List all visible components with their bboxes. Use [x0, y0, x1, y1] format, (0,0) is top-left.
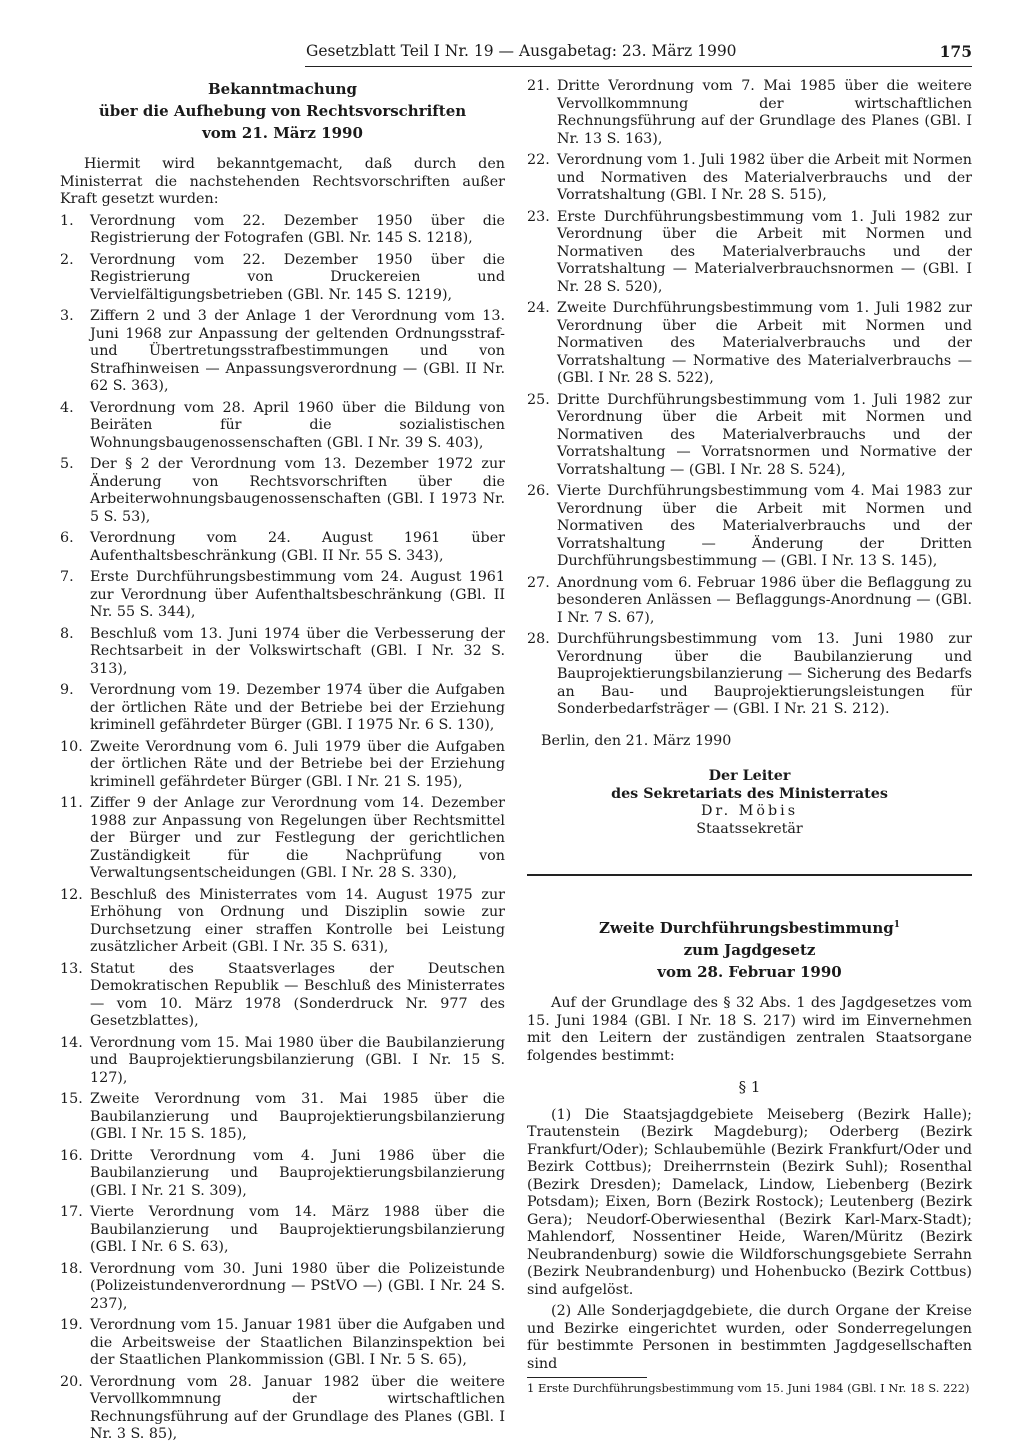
list-item-number: 5.: [60, 456, 74, 472]
list-item-text: Beschluß vom 13. Juni 1974 über die Verbesserung der Rechtsarbeit in der Volkswirtschaft (GBl. I Nr. 32 S. 313),: [90, 625, 505, 677]
signatory-name: Dr. Möbis: [700, 803, 799, 819]
list-item: [527, 209, 972, 297]
notice-heading-line: Bekanntmachung: [207, 80, 357, 98]
list-item: [60, 887, 505, 957]
list-item-text: Erste Durchführungsbestimmung vom 1. Juli 1982 zur Verordnung über die Arbeit mit Normen und Normativen des Materialverbrauchs und der Vorratshaltung — Materialverbrauchsnormen — (GBl. I Nr. 28 S. 520),: [557, 208, 972, 295]
list-item-number: 28.: [527, 631, 550, 647]
list-item-text: Verordnung vom 30. Juni 1980 über die Polizeistunde (Polizeistundenverordnung — PStVO —) (GBl. I Nr. 24 S. 237),: [90, 1260, 505, 1312]
list-item-text: Zweite Verordnung vom 31. Mai 1985 über die Baubilanzierung und Bauprojektierungsbilanzierung (GBl. I Nr. 15 S. 185),: [90, 1091, 505, 1142]
list-item-text: Verordnung vom 28. Januar 1982 über die weitere Vervollkommnung der wirtschaftlichen Rechnungsführung auf der Grundlage des Planes (GBl. I Nr. 3 S. 85),: [90, 1373, 505, 1442]
list-item-text: Statut des Staatsverlages der Deutschen Demokratischen Republik — Beschluß des Ministerrates — vom 10. März 1978 (Sonderdruck Nr. 977 des Gesetzblattes),: [90, 960, 505, 1029]
notice-intro: Hiermit wird bekanntgemacht, daß durch den Ministerrat die nachstehenden Rechtsvorschriften außer Kraft gesetzt wurden:: [60, 156, 505, 207]
list-item: [60, 1261, 505, 1314]
list-item: [60, 1374, 505, 1444]
section-number: § 1: [738, 1078, 761, 1096]
regulation-heading-main: Zweite Durchführungsbestimmung: [599, 919, 894, 937]
list-item-text: Verordnung vom 28. April 1960 über die Bildung von Beiräten für die sozialistischen Wohnungsbaugenossenschaften (GBl. I Nr. 39 S. 403),: [90, 399, 505, 451]
notice-heading-line: über die Aufhebung von Rechtsvorschriften: [98, 102, 467, 120]
list-item: [60, 1091, 505, 1144]
running-head-title: Gesetzblatt Teil I Nr. 19 — Ausgabetag: 23. März 1990: [306, 42, 737, 60]
list-item: [60, 1204, 505, 1257]
list-item-number: 7.: [60, 569, 74, 585]
list-item-number: 23.: [527, 208, 550, 225]
repealed-list-right: [527, 78, 972, 719]
header-rule: [305, 66, 972, 67]
list-item: [60, 739, 505, 792]
list-item-number: 17.: [60, 1204, 83, 1220]
list-item: [60, 569, 505, 622]
list-item-number: 12.: [60, 886, 83, 903]
list-item: [60, 400, 505, 453]
page-number: 175: [939, 42, 972, 61]
regulation-heading: [527, 914, 972, 983]
list-item: [60, 626, 505, 679]
list-item: [60, 795, 505, 883]
list-item: [60, 308, 505, 396]
list-item-text: Dritte Durchführungsbestimmung vom 1. Juli 1982 zur Verordnung über die Arbeit mit Normen und Normativen des Materialverbrauchs und der Vorratshaltung — Vorratsnormen und Normative der Vorratshaltung — (GBl. I Nr. 28 S. 524),: [557, 391, 972, 478]
footnote-rule: [527, 1377, 647, 1378]
list-item-text: Verordnung vom 15. Januar 1981 über die Aufgaben und die Arbeitsweise der Staatlichen Bilanzinspektion bei der Staatlichen Plankommission (GBl. I Nr. 5 S. 65),: [90, 1317, 505, 1368]
list-item-number: 22.: [527, 152, 550, 168]
list-item-text: Beschluß des Ministerrates vom 14. August 1975 zur Erhöhung von Ordnung und Disziplin sowie zur Durchsetzung einer straffen Kontrolle bei Leistung zusätzlicher Arbeit (GBl. I Nr. 35 S. 631),: [90, 886, 505, 955]
list-item-number: 14.: [60, 1034, 83, 1051]
list-item-number: 27.: [527, 574, 550, 591]
repealed-list-left: [60, 213, 505, 1444]
list-item-text: Zweite Durchführungsbestimmung vom 1. Juli 1982 zur Verordnung über die Arbeit mit Normen und Normativen des Materialverbrauchs und der Vorratshaltung — Normative des Materialverbrauchs — (GBl. I Nr. 28 S. 522),: [557, 300, 972, 386]
right-column: [527, 78, 972, 1395]
list-item: [527, 575, 972, 628]
list-item: [527, 631, 972, 719]
list-item: [60, 1317, 505, 1370]
list-item-text: Durchführungsbestimmung vom 13. Juni 1980 zur Verordnung über die Baubilanzierung und Bauprojektierungsbilanzierung — Sicherung des Bedarfs an Bau- und Bauprojektierungsleistungen für Sonderbedarfsträger — (GBl. I Nr. 21 S. 212).: [557, 631, 972, 717]
list-item: [60, 682, 505, 735]
list-item-text: Dritte Verordnung vom 7. Mai 1985 über die weitere Vervollkommnung der wirtschaftlichen Rechnungsführung auf der Grundlage des Planes (GBl. I Nr. 13 S. 163),: [557, 78, 972, 147]
list-item-number: 10.: [60, 738, 83, 755]
notice-heading: [60, 78, 505, 144]
regulation-heading-line3: vom 28. Februar 1990: [657, 963, 842, 981]
regulation-heading-line2: zum Jagdgesetz: [683, 941, 816, 959]
list-item-text: Erste Durchführungsbestimmung vom 24. August 1961 zur Verordnung über Aufenthaltsbeschränkung (GBl. II Nr. 55 S. 344),: [90, 569, 505, 620]
place-date: Berlin, den 21. März 1990: [541, 732, 732, 749]
list-item-text: Verordnung vom 15. Mai 1980 über die Baubilanzierung und Bauprojektierungsbilanzierung (GBl. I Nr. 15 S. 127),: [90, 1034, 505, 1086]
list-item-number: 16.: [60, 1147, 83, 1164]
list-item-text: Ziffer 9 der Anlage zur Verordnung vom 14. Dezember 1988 zur Anpassung von Regelungen über Rechtsmittel der Bürger und zur Festlegung der gerichtlichen Zuständigkeit für die Nachprüfung von Verwaltungsentscheidungen (GBl. I Nr. 28 S. 330),: [90, 795, 505, 881]
list-item: [60, 1035, 505, 1088]
list-item: [527, 152, 972, 205]
list-item-number: 2.: [60, 251, 74, 268]
list-item-number: 9.: [60, 682, 74, 698]
signature-line1: Der Leiter: [708, 768, 791, 784]
list-item-text: Verordnung vom 24. August 1961 über Aufenthaltsbeschränkung (GBl. II Nr. 55 S. 343),: [90, 530, 505, 564]
regulation-intro: Auf der Grundlage des § 32 Abs. 1 des Jagdgesetzes vom 15. Juni 1984 (GBl. I Nr. 18 S. 217) wird im Einvernehmen mit den Leitern der zuständigen zentralen Staatsorgane folgendes bestimmt:: [527, 995, 972, 1064]
list-item-text: Verordnung vom 22. Dezember 1950 über die Registrierung der Fotografen (GBl. Nr. 145 S. 1218),: [90, 212, 505, 246]
list-item: [60, 961, 505, 1031]
list-item-number: 15.: [60, 1091, 83, 1107]
footnote: 1 Erste Durchführungsbestimmung vom 15. Juni 1984 (GBl. I Nr. 18 S. 222): [527, 1381, 970, 1395]
signature-line2: des Sekretariats des Ministerrates: [611, 785, 888, 802]
list-item-text: Vierte Verordnung vom 14. März 1988 über die Baubilanzierung und Bauprojektierungsbilanzierung (GBl. I Nr. 6 S. 63),: [90, 1204, 505, 1255]
list-item-number: 18.: [60, 1260, 83, 1277]
list-item: [60, 456, 505, 526]
list-item: [527, 392, 972, 480]
notice-heading-line: vom 21. März 1990: [202, 124, 363, 142]
list-item-number: 25.: [527, 391, 550, 408]
list-item-text: Zweite Verordnung vom 6. Juli 1979 über die Aufgaben der örtlichen Räte und der Betriebe bei der Erziehung kriminell gefährdeter Bürger (GBl. I Nr. 21 S. 195),: [90, 738, 505, 790]
regulation-paragraph-1: (1) Die Staatsjagdgebiete Meiseberg (Bezirk Halle); Trautenstein (Bezirk Magdeburg); Oderberg (Bezirk Frankfurt/Oder); Schlaubemühle (Bezirk Frankfurt/Oder und Bezirk Cottbus); Dreiherrnstein (Bezirk Suhl); Rosenthal (Bezirk Dresden); Damelack, Lindow, Liebenberg (Bezirk Potsdam); Eixen, Born (Bezirk Rostock); Leutenberg (Bezirk Gera); Neudorf-Oberwiesenthal (Bezirk Karl-Marx-Stadt); Mahlendorf, Nossentiner Heide, Waren/Müritz (Bezirk Neubrandenburg) sowie die Wildforschungsgebiete Serrahn (Bezirk Neubrandenburg) und Hohenbucko (Bezirk Cottbus) sind aufgelöst.: [527, 1106, 972, 1298]
list-item-number: 20.: [60, 1373, 83, 1390]
list-item: [60, 530, 505, 565]
list-item-number: 19.: [60, 1317, 83, 1333]
list-item-number: 3.: [60, 308, 74, 324]
list-item-number: 11.: [60, 795, 83, 811]
list-item-number: 8.: [60, 625, 74, 642]
list-item-number: 6.: [60, 530, 74, 546]
list-item: [60, 1148, 505, 1201]
list-item-number: 13.: [60, 960, 83, 977]
running-head: [60, 38, 972, 68]
list-item-text: Verordnung vom 22. Dezember 1950 über die Registrierung von Druckereien und Vervielfältigungsbetrieben (GBl. Nr. 145 S. 1219),: [90, 251, 505, 303]
list-item-text: Anordnung vom 6. Februar 1986 über die Beflaggung zu besonderen Anlässen — Beflaggungs-Anordnung — (GBl. I Nr. 7 S. 67),: [557, 574, 972, 626]
list-item: [527, 483, 972, 571]
list-item-text: Dritte Verordnung vom 4. Juni 1986 über die Baubilanzierung und Bauprojektierungsbilanzierung (GBl. I Nr. 21 S. 309),: [90, 1147, 505, 1199]
regulation-paragraph-2: (2) Alle Sonderjagdgebiete, die durch Organe der Kreise und Bezirke eingerichtet wurden, oder Sonderregelungen für bestimmte Personen in bestimmten Jagdgesellschaften sind: [527, 1303, 972, 1372]
list-item-number: 4.: [60, 399, 74, 416]
list-item-text: Ziffern 2 und 3 der Anlage 1 der Verordnung vom 13. Juni 1968 zur Anpassung der geltenden Ordnungsstraf- und Übertretungsstrafbestimmungen und von Strafhinweisen — Anpassungsverordnung — (GBl. II Nr. 62 S. 363),: [90, 308, 505, 394]
list-item-text: Vierte Durchführungsbestimmung vom 4. Mai 1983 zur Verordnung über die Arbeit mit Normen und Normativen des Materialverbrauchs und der Vorratshaltung — Änderung der Dritten Durchführungsbestimmung — (GBl. I Nr. 13 S. 145),: [557, 483, 972, 569]
list-item-text: Der § 2 der Verordnung vom 13. Dezember 1972 zur Änderung von Rechtsvorschriften über die Arbeiterwohnungsbaugenossenschaften (GBl. I 1973 Nr. 5 S. 53),: [90, 456, 505, 525]
signature-block: [527, 768, 972, 838]
list-item-number: 1.: [60, 212, 74, 229]
list-item-text: Verordnung vom 1. Juli 1982 über die Arbeit mit Normen und Normativen des Materialverbrauchs und der Vorratshaltung (GBl. I Nr. 28 S. 515),: [557, 152, 972, 203]
list-item-number: 21.: [527, 78, 550, 94]
section-divider: [527, 874, 972, 876]
footnote-marker: 1: [893, 920, 900, 930]
list-item: [60, 252, 505, 305]
list-item-number: 26.: [527, 483, 550, 499]
left-column: [60, 78, 505, 1448]
list-item-text: Verordnung vom 19. Dezember 1974 über die Aufgaben der örtlichen Räte und der Betriebe bei der Erziehung kriminell gefährdeter Bürger (GBl. I 1975 Nr. 6 S. 130),: [90, 682, 505, 733]
list-item: [527, 300, 972, 388]
list-item: [60, 213, 505, 248]
signatory-role: Staatssekretär: [696, 820, 803, 837]
list-item: [527, 78, 972, 148]
list-item-number: 24.: [527, 300, 550, 316]
